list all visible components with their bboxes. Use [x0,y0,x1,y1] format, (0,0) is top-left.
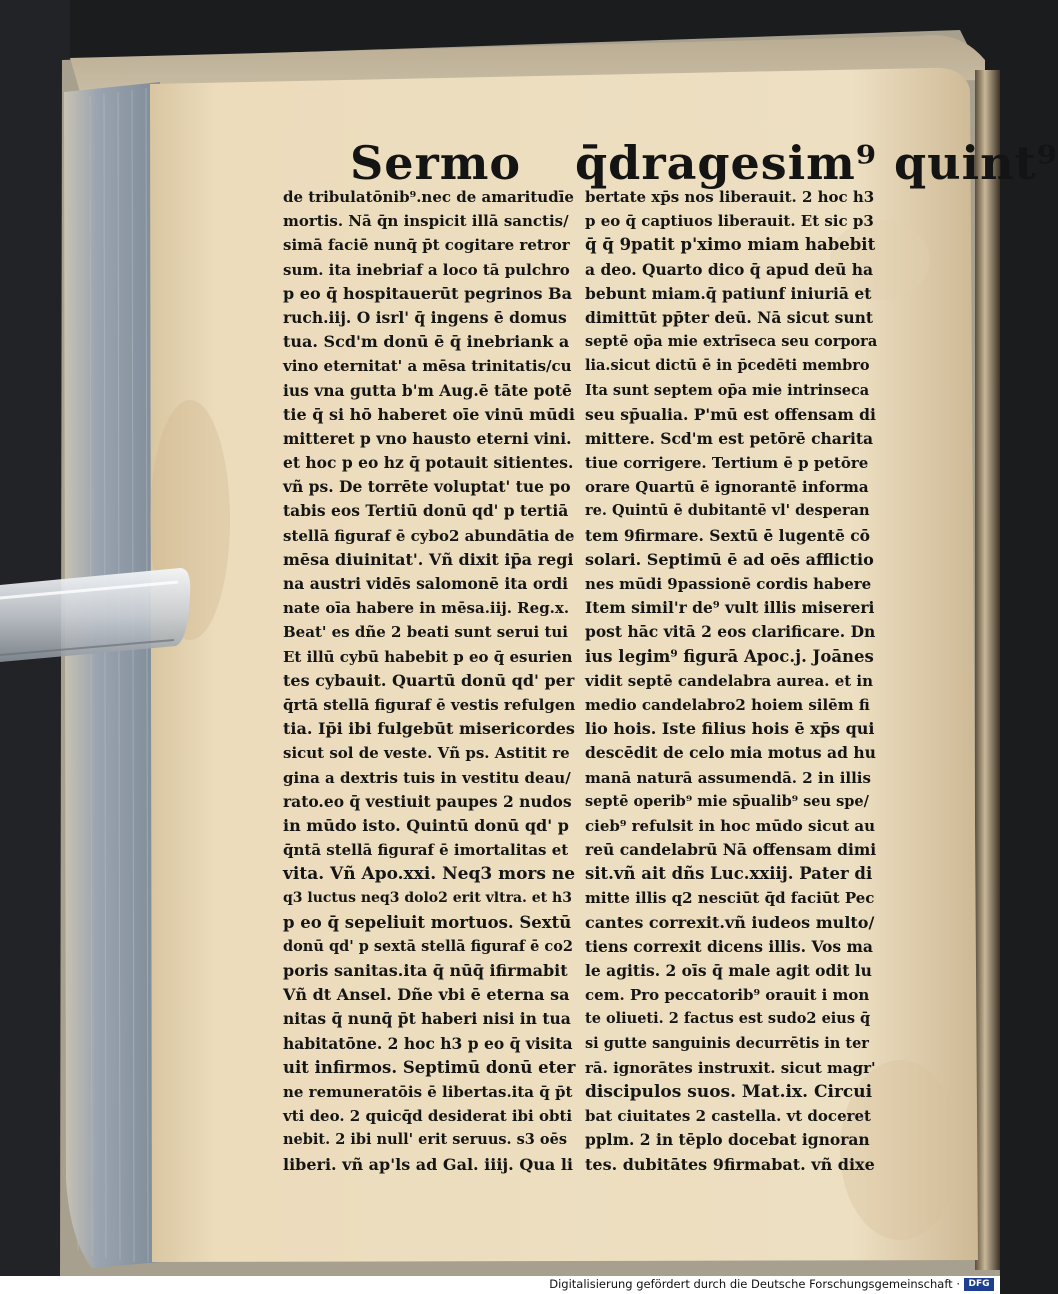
text-line: nebit. 2 ibi null' erit seruus. s3 oēs [283,1131,567,1149]
footer-credit: Digitalisierung gefördert durch die Deutsche Forschungsgemeinschaft · [549,1277,960,1291]
text-line: pplm. 2 in tēplo docebat ignoran [585,1130,870,1150]
text-line: solari. Septimū ē ad oēs afflictio [585,549,874,569]
digitization-footer [0,1276,1000,1294]
text-line: mortis. Nā q̄n inspicit illā sanctis/ [283,212,569,231]
text-line: vino eternitat' a mēsa trinitatis/cu [283,357,572,376]
text-line: q̄ntā stellā figuraf ē imortalitas et [283,841,569,860]
text-line: sicut sol de veste. Vñ ps. Astitit re [283,744,570,763]
text-line: Et illū cybū habebit p eo q̄ esurien [283,647,573,666]
text-line: seu sp̄ualia. P'mū est offensam di [585,404,876,424]
text-line: tia. Ip̄i ibi fulgebūt misericordes [283,719,575,739]
text-line: Item simil'r de⁹ vult illis misereri [585,598,875,618]
text-line: q̄ q̄ 9patit p'ximo miam habebit [585,235,876,255]
text-line: si gutte sanguinis decurrētis in ter [585,1034,869,1052]
text-line: rato.eo q̄ vestiuit paupes 2 nudos [283,791,572,811]
text-line: medio candelabro2 hoiem silēm fi [585,695,870,714]
text-line: simā faciē nunq̄ p̄t cogitare retror [283,236,570,255]
text-line: nes mūdi 9passionē cordis habere [585,575,872,593]
text-line: et hoc p eo hz q̄ potauit sitientes. [283,453,574,473]
text-line: tie q̄ si hō haberet oīe vinū mūdi [283,404,575,424]
text-column-left [283,185,575,1177]
text-line: tes cybauit. Quartū donū qd' per [283,670,575,690]
text-line: in mūdo isto. Quintū donū qd' p [283,815,569,835]
text-line: tiens correxit dicens illis. Vos ma [585,936,873,956]
text-line: habitatōne. 2 hoc h3 p eo q̄ visita [283,1033,573,1053]
text-line: mitteret p vno hausto eterni vini. [283,428,572,448]
text-line: tabis eos Tertiū donū qd' p tertiā [283,501,569,521]
text-line: p eo q̄ sepeliuit mortuos. Sextū [283,912,572,932]
text-line: re. Quintū ē dubitantē vl' desperan [585,502,870,520]
text-line: Vñ dt Ansel. Dñe vbi ē eterna sa [283,985,570,1005]
text-line: ne remuneratōis ē libertas.ita q̄ p̄t [283,1082,573,1101]
text-line: te oliueti. 2 factus est sudo2 eius q̄ [585,1010,871,1028]
running-head-right: q̄dragesim⁹ quint⁹ [575,136,1058,190]
text-line: dimittūt pp̄ter deū. Nā sicut sunt [585,307,874,327]
text-line: sum. ita inebriaf a loco tā pulchro [283,260,570,279]
text-line: reū candelabrū Nā offensam dimi [585,840,877,860]
text-line: vñ ps. De torrēte voluptat' tue po [283,477,571,497]
text-line: nate oīa habere in mēsa.iij. Reg.x. [283,599,570,618]
text-line: discipulos suos. Mat.ix. Circui [585,1081,873,1102]
text-line: mittere. Scd'm est petōrē charita [585,428,874,448]
text-line: lio hois. Iste filius hois ē xp̄s qui [585,719,875,739]
text-line: bat ciuitates 2 castella. vt doceret [585,1107,871,1126]
text-line: na austri vidēs salomonē ita ordi [283,574,569,593]
text-line: stellā figuraf ē cybo2 abundātia de [283,526,575,545]
text-line: tes. dubitātes 9firmabat. vñ dixe [585,1154,875,1174]
text-line: ius vna gutta b'm Aug.ē tāte potē [283,380,572,400]
text-line: tua. Scd'm donū ē q̄ inebriank a [283,332,570,352]
text-line: rā. ignorātes instruxit. sicut magr' [585,1058,876,1077]
text-line: manā naturā assumendā. 2 in illis [585,768,871,787]
text-line: post hāc vitā 2 eos clarificare. Dn [585,622,876,642]
text-line: nitas q̄ nunq̄ p̄t haberi nisi in tua [283,1009,571,1029]
text-line: descēdit de celo mia motus ad hu [585,743,876,763]
text-column-right [585,185,877,1177]
text-line: Beat' es dñe 2 beati sunt serui tui [283,623,568,642]
text-line: p eo q̄ captiuos liberauit. Et sic p3 [585,212,874,231]
text-line: septē operib⁹ mie sp̄ualib⁹ seu spe/ [585,792,869,810]
text-line: vita. Vñ Apo.xxi. Neq3 mors ne [283,864,576,885]
text-line: le agitis. 2 oīs q̄ male agit odit lu [585,961,872,980]
text-line: Ita sunt septem op̄a mie intrinseca [585,381,870,399]
text-line: cieb⁹ refulsit in hoc mūdo sicut au [585,816,875,835]
text-line: vti deo. 2 quicq̄d desiderat ibi obti [283,1107,573,1126]
text-line: ius legim⁹ figurā Apoc.j. Joānes [585,646,874,666]
text-line: orare Quartū ē ignorantē informa [585,478,869,497]
text-line: p eo q̄ hospitauerūt pegrinos Ba [283,283,572,303]
text-line: mitte illis q2 nesciūt q̄d faciūt Pec [585,889,875,908]
text-line: donū qd' p sextā stellā figuraf ē co2 [283,937,574,955]
running-head-left: Sermo [350,136,522,190]
text-line: bertate xp̄s nos liberauit. 2 hoc h3 [585,188,875,206]
text-line: liberi. vñ ap'ls ad Gal. iiij. Qua li [283,1154,573,1174]
text-line: q̄rtā stellā figuraf ē vestis refulgen [283,695,576,714]
text-line: poris sanitas.ita q̄ nūq̄ ifirmabit [283,961,568,980]
text-line: uit infirmos. Septimū donū eter [283,1057,576,1077]
text-line: a deo. Quarto dico q̄ apud deū ha [585,259,874,279]
text-line: bebunt miam.q̄ patiunf iniuriā et [585,283,872,303]
text-line: tem 9firmare. Sextū ē lugentē cō [585,525,871,545]
text-line: vidit septē candelabra aurea. et in [585,671,873,690]
text-line: mēsa diuinitat'. Vñ dixit ip̄a regi [283,549,574,569]
text-line: q3 luctus neq3 dolo2 erit vltra. et h3 [283,890,572,907]
text-line: sit.vñ ait dñs Luc.xxiij. Pater di [585,864,873,884]
dfg-logo: DFG [964,1278,994,1291]
text-line: de tribulatōnib⁹.nec de amaritudīe [283,188,574,206]
text-line: tiue corrigere. Tertium ē p petōre [585,454,869,473]
text-line: lia.sicut dictū ē in p̄cedēti membro [585,357,870,375]
text-line: ruch.iij. O isrl' q̄ ingens ē domus [283,307,567,327]
text-line: cem. Pro peccatorib⁹ orauit i mon [585,986,870,1005]
text-line: cantes correxit.vñ iudeos multo/ [585,912,875,932]
text-line: septē op̄a mie extrīseca seu corpora [585,333,878,351]
text-line: gina a dextris tuis in vestitu deau/ [283,768,571,787]
